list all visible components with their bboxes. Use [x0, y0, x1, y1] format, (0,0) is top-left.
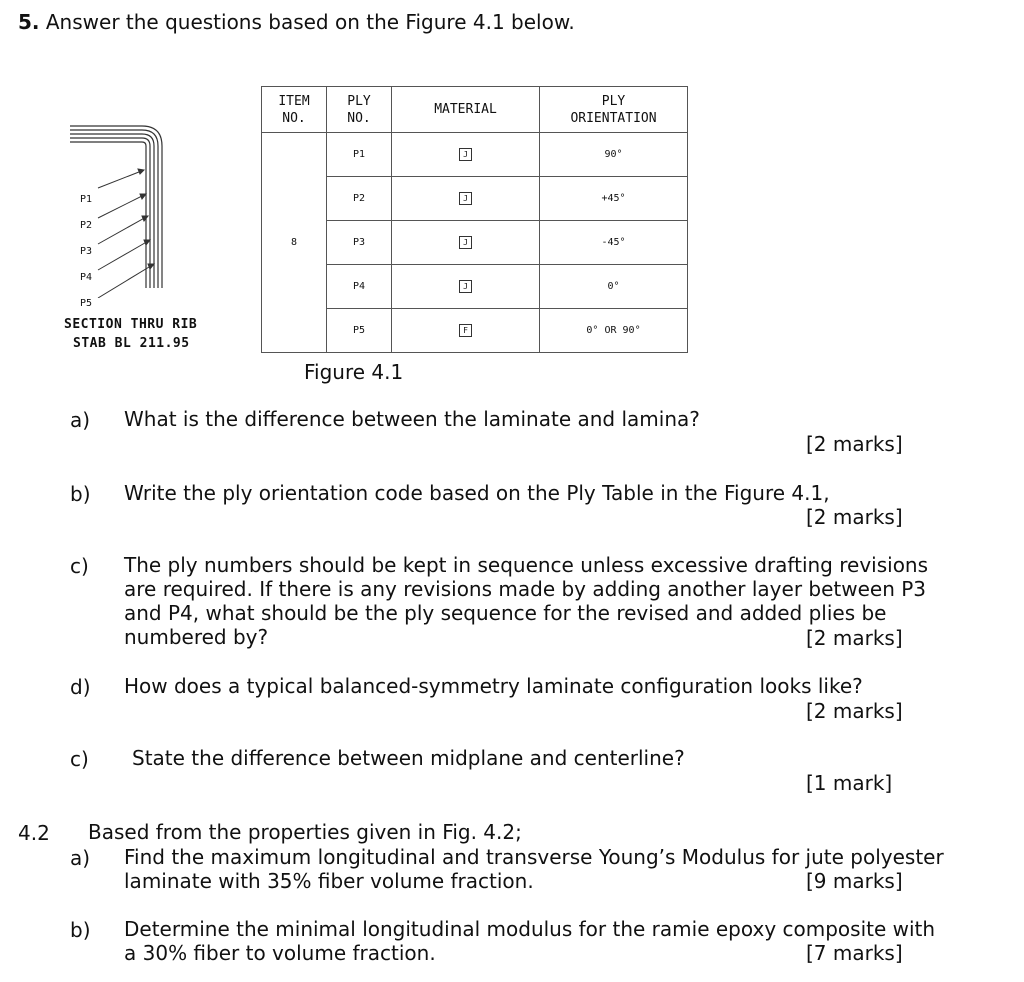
ply-labels: [80, 187, 92, 317]
question-c-label: c): [70, 554, 89, 578]
question-b-label: b): [70, 482, 91, 506]
orientation-cell: 0°: [540, 265, 688, 309]
question-d-text: How does a typical balanced-symmetry laminate configuration looks like?: [124, 674, 863, 698]
section-42a-line: laminate with 35% fiber volume fraction.: [124, 869, 534, 893]
question-d-marks: [2 marks]: [806, 699, 903, 723]
ply-label: P5: [80, 298, 93, 309]
table-row: [262, 133, 688, 177]
header-text: PLY: [347, 93, 371, 109]
section-sketch: [60, 118, 170, 298]
section-caption-line1: SECTION THRU RIB: [64, 317, 198, 332]
section-42a-line: Find the maximum longitudinal and transverse Young’s Modulus for jute polyester: [124, 845, 944, 869]
figure-caption: Figure 4.1: [304, 360, 404, 384]
section-42-intro: Based from the properties given in Fig. 4.2;: [88, 820, 522, 844]
material-cell: [392, 177, 540, 221]
header-orientation: [540, 87, 688, 133]
material-code: F: [459, 324, 472, 337]
section-42b-line: Determine the minimal longitudinal modulus for the ramie epoxy composite with: [124, 917, 936, 941]
question-number: 5.: [18, 10, 40, 34]
table-header-row: [262, 87, 688, 133]
question-title: Answer the questions based on the Figure 4.1 below.: [45, 10, 575, 34]
material-code: J: [459, 192, 472, 205]
question-a-text: What is the difference between the laminate and lamina?: [124, 407, 700, 431]
ply-cell: P4: [327, 265, 392, 309]
question-c2-marks: [1 mark]: [806, 771, 893, 795]
header-text: PLY: [601, 93, 626, 109]
ply-cell: P5: [327, 309, 392, 353]
header-ply-no: [327, 87, 392, 133]
section-42a-label: a): [70, 846, 91, 870]
section-42b-label: b): [70, 918, 91, 942]
question-b-text: Write the ply orientation code based on the Ply Table in the Figure 4.1,: [124, 481, 830, 505]
ply-table: [261, 86, 688, 353]
header-text: ITEM: [278, 93, 310, 109]
question-c-line: and P4, what should be the ply sequence for the revised and added plies be: [124, 601, 887, 625]
question-5-heading: [18, 10, 575, 34]
material-cell: [392, 265, 540, 309]
header-text: ORIENTATION: [570, 110, 657, 126]
section-caption-line2: STAB BL 211.95: [73, 336, 190, 351]
ply-label: P1: [80, 194, 93, 205]
header-item-no: [262, 87, 327, 133]
ply-label: P4: [80, 272, 93, 283]
header-text: NO.: [347, 110, 371, 126]
ply-cell: P3: [327, 221, 392, 265]
header-material: MATERIAL: [392, 87, 540, 133]
material-cell: [392, 309, 540, 353]
ply-label: P2: [80, 220, 93, 231]
question-c2-label: c): [70, 747, 89, 771]
question-c2-text: State the difference between midplane and centerline?: [132, 746, 685, 770]
orientation-cell: +45°: [540, 177, 688, 221]
item-number-cell: 8: [262, 133, 327, 353]
ply-label: P3: [80, 246, 93, 257]
question-a-label: a): [70, 408, 91, 432]
question-c-marks: [2 marks]: [806, 626, 903, 650]
material-cell: [392, 221, 540, 265]
orientation-cell: 0° OR 90°: [540, 309, 688, 353]
question-a-marks: [2 marks]: [806, 432, 903, 456]
question-c-line: are required. If there is any revisions made by adding another layer between P3: [124, 577, 927, 601]
header-text: NO.: [282, 110, 306, 126]
material-code: J: [459, 280, 472, 293]
material-cell: [392, 133, 540, 177]
section-42-number: 4.2: [18, 821, 50, 845]
ply-cell: P1: [327, 133, 392, 177]
material-code: J: [459, 236, 472, 249]
section-42a-marks: [9 marks]: [806, 869, 903, 893]
section-42b-line: a 30% fiber to volume fraction.: [124, 941, 436, 965]
orientation-cell: 90°: [540, 133, 688, 177]
ply-cell: P2: [327, 177, 392, 221]
orientation-cell: -45°: [540, 221, 688, 265]
material-code: J: [459, 148, 472, 161]
question-c-line: The ply numbers should be kept in sequence unless excessive drafting revisions: [124, 553, 929, 577]
question-d-label: d): [70, 675, 91, 699]
question-b-marks: [2 marks]: [806, 505, 903, 529]
section-42b-marks: [7 marks]: [806, 941, 903, 965]
question-c-line: numbered by?: [124, 625, 269, 649]
